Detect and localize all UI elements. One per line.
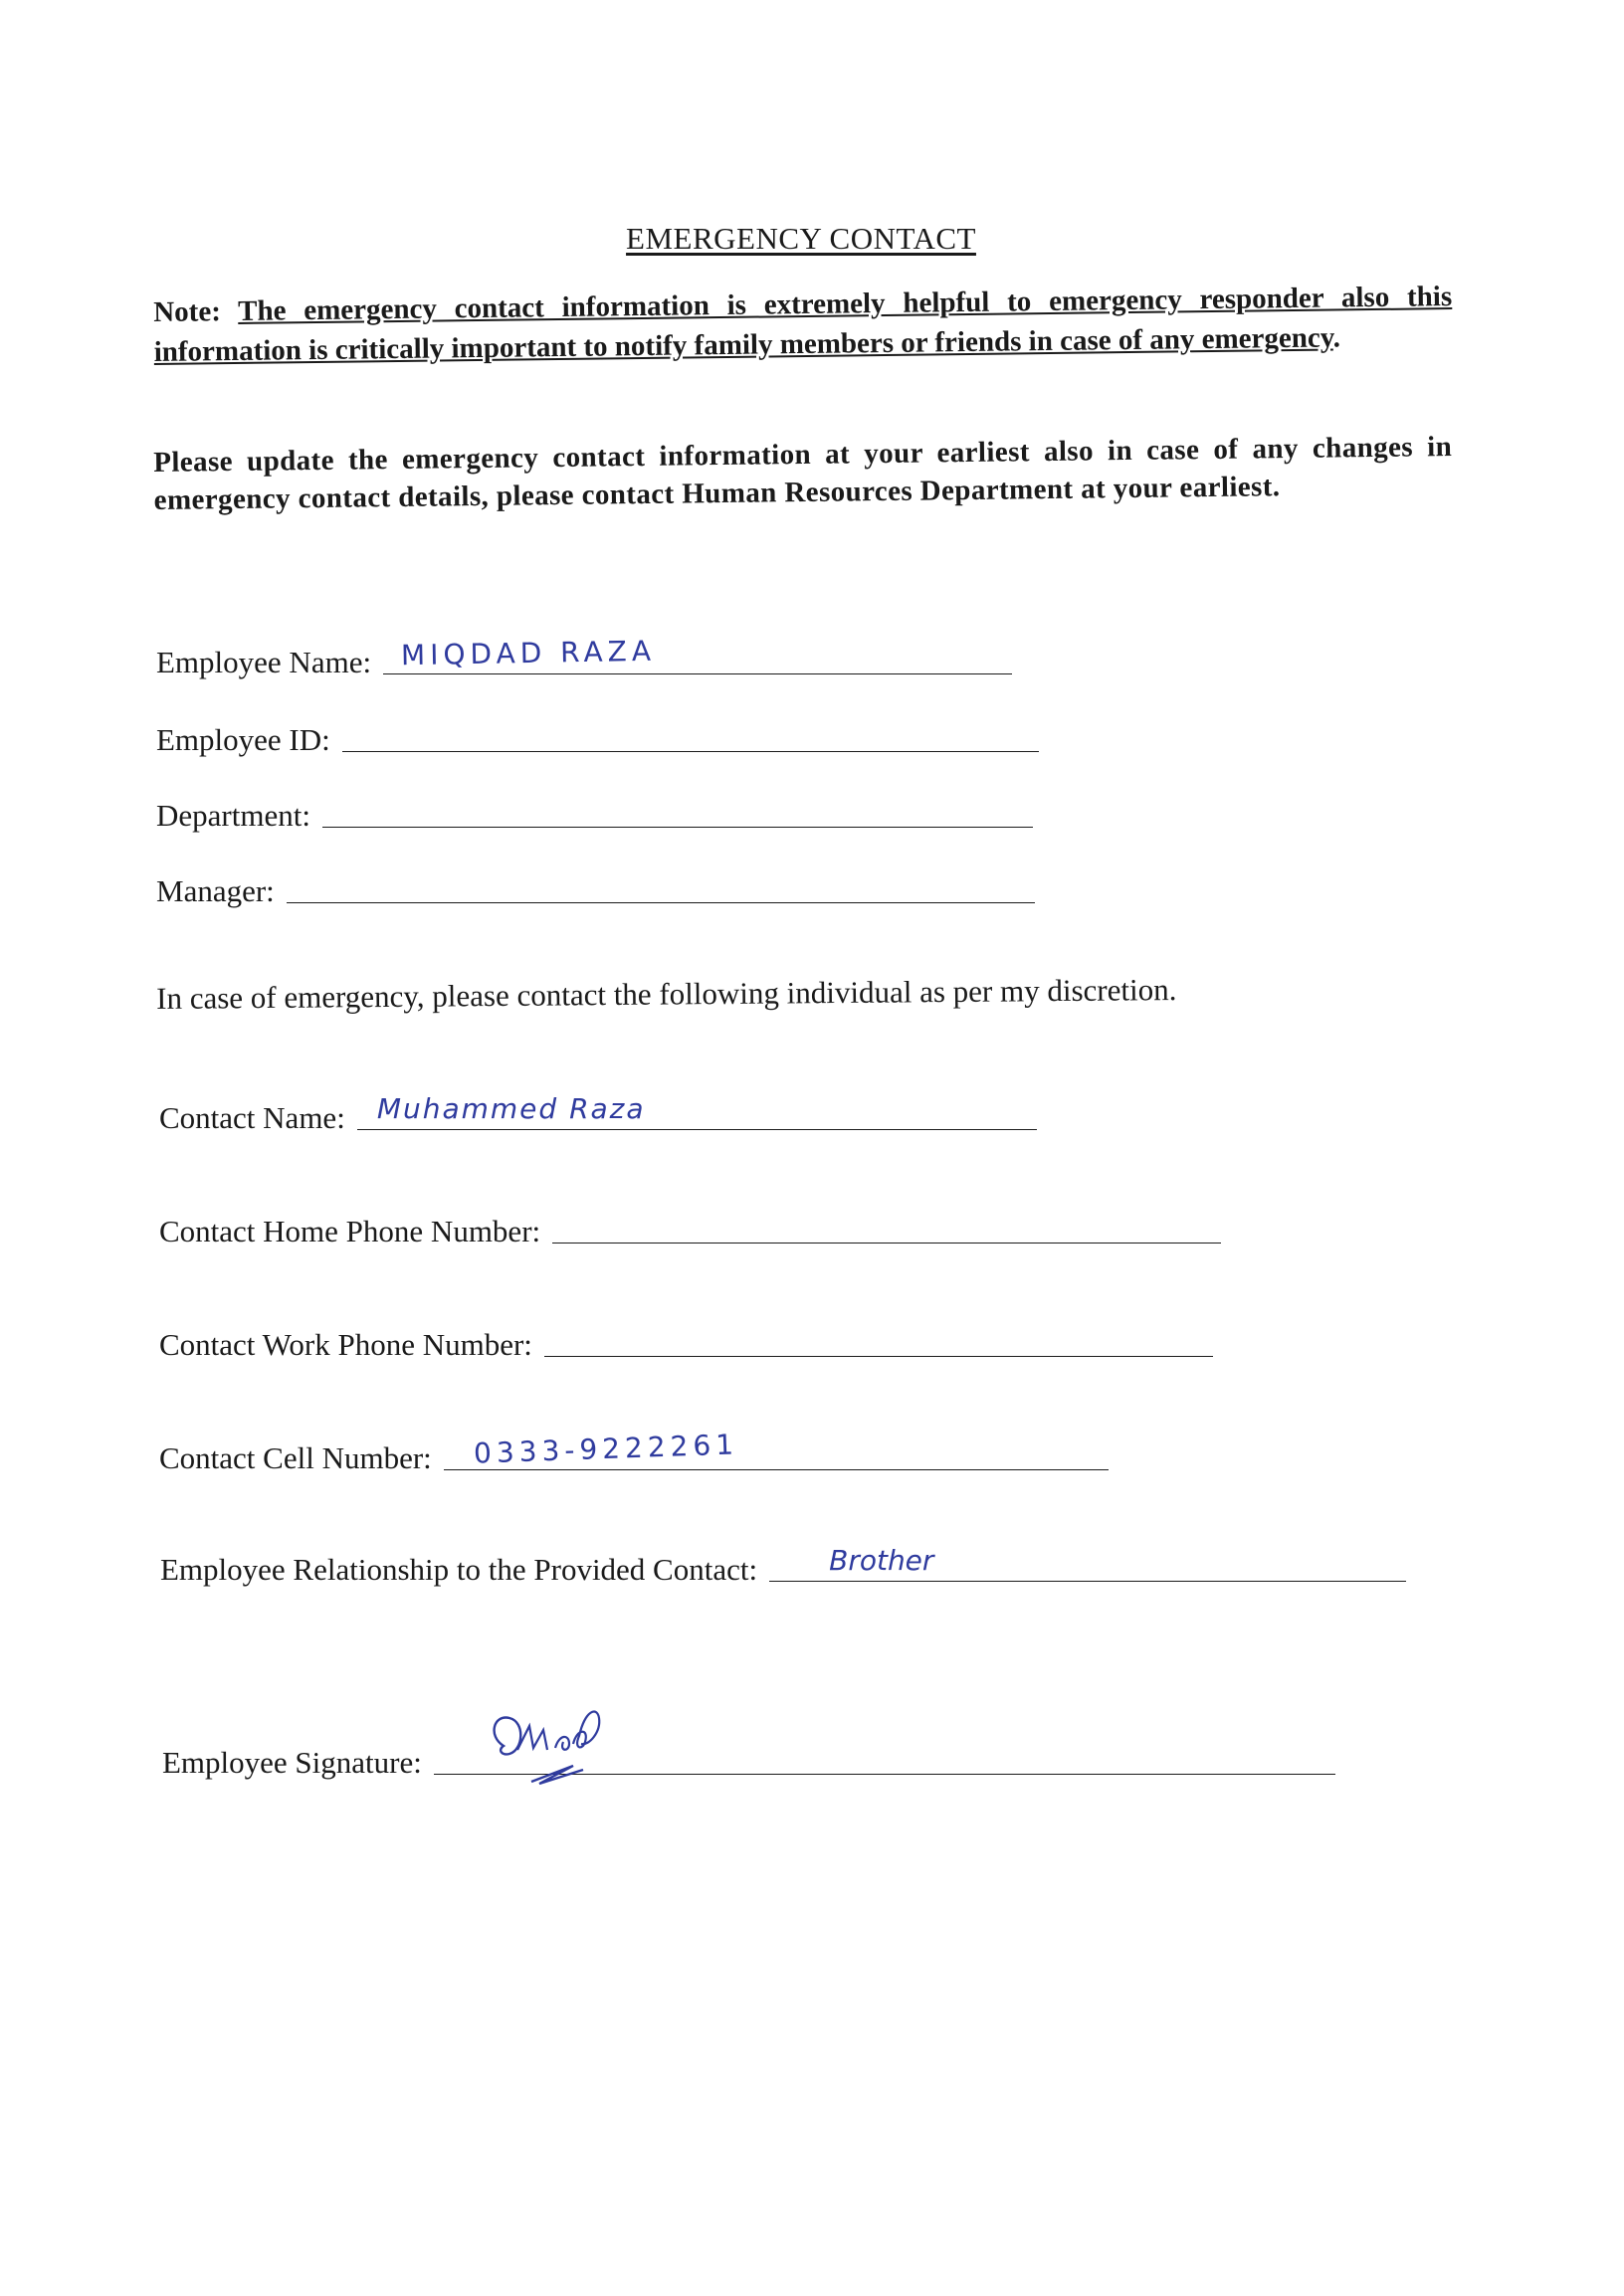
instructions-paragraph: Please update the emergency contact information at your earliest also in case of any changes in emergency contact details, please contact Human Resources Department at your earliest. (153, 431, 1453, 516)
signature-label: Employee Signature: (162, 1745, 422, 1780)
employee-name-field (156, 634, 1012, 680)
contact-name-value: Muhammed Raza (376, 1092, 646, 1125)
contact-home-phone-label: Contact Home Phone Number: (159, 1214, 541, 1248)
department-label: Department: (156, 798, 310, 833)
relationship-value: Brother (829, 1544, 934, 1577)
signature-field (162, 1741, 1335, 1781)
note-suffix: . (1332, 321, 1341, 354)
note-prefix: Note: (153, 294, 239, 328)
note-body: The emergency contact information is extremely helpful to emergency responder also this information is critically important to notify family members or friends in case of any emergency (153, 281, 1453, 368)
employee-id-input[interactable] (342, 721, 1039, 752)
contact-home-phone-input[interactable] (552, 1213, 1221, 1244)
employee-id-label: Employee ID: (156, 722, 330, 757)
employee-name-label: Employee Name: (156, 645, 372, 679)
contact-cell-field (159, 1428, 1109, 1476)
signature-input[interactable] (434, 1744, 1335, 1775)
contact-cell-label: Contact Cell Number: (159, 1440, 432, 1475)
contact-name-label: Contact Name: (159, 1100, 345, 1135)
relationship-input[interactable] (769, 1544, 1406, 1582)
manager-input[interactable] (287, 872, 1035, 903)
employee-id-field (156, 718, 1039, 758)
discretion-text: In case of emergency, please contact the following individual as per my discretion. (156, 972, 1177, 1016)
contact-work-phone-label: Contact Work Phone Number: (159, 1327, 532, 1362)
relationship-label: Employee Relationship to the Provided Contact: (160, 1552, 758, 1587)
department-input[interactable] (322, 797, 1033, 828)
contact-cell-value: 0333-9222261 (473, 1428, 739, 1470)
employee-name-value: MIQDAD RAZA (400, 634, 657, 672)
employee-name-input[interactable] (383, 634, 1012, 674)
relationship-field (160, 1544, 1406, 1588)
contact-work-phone-field (159, 1323, 1213, 1363)
manager-field (156, 869, 1035, 909)
manager-label: Manager: (156, 873, 275, 908)
form-title: EMERGENCY CONTACT (626, 221, 976, 256)
contact-name-input[interactable] (357, 1092, 1037, 1130)
note-paragraph (153, 277, 1453, 372)
contact-work-phone-input[interactable] (544, 1326, 1213, 1357)
contact-home-phone-field (159, 1210, 1221, 1249)
contact-name-field (159, 1092, 1037, 1136)
contact-cell-input[interactable] (444, 1428, 1109, 1470)
signature-mark (474, 1684, 623, 1794)
department-field (156, 794, 1033, 834)
